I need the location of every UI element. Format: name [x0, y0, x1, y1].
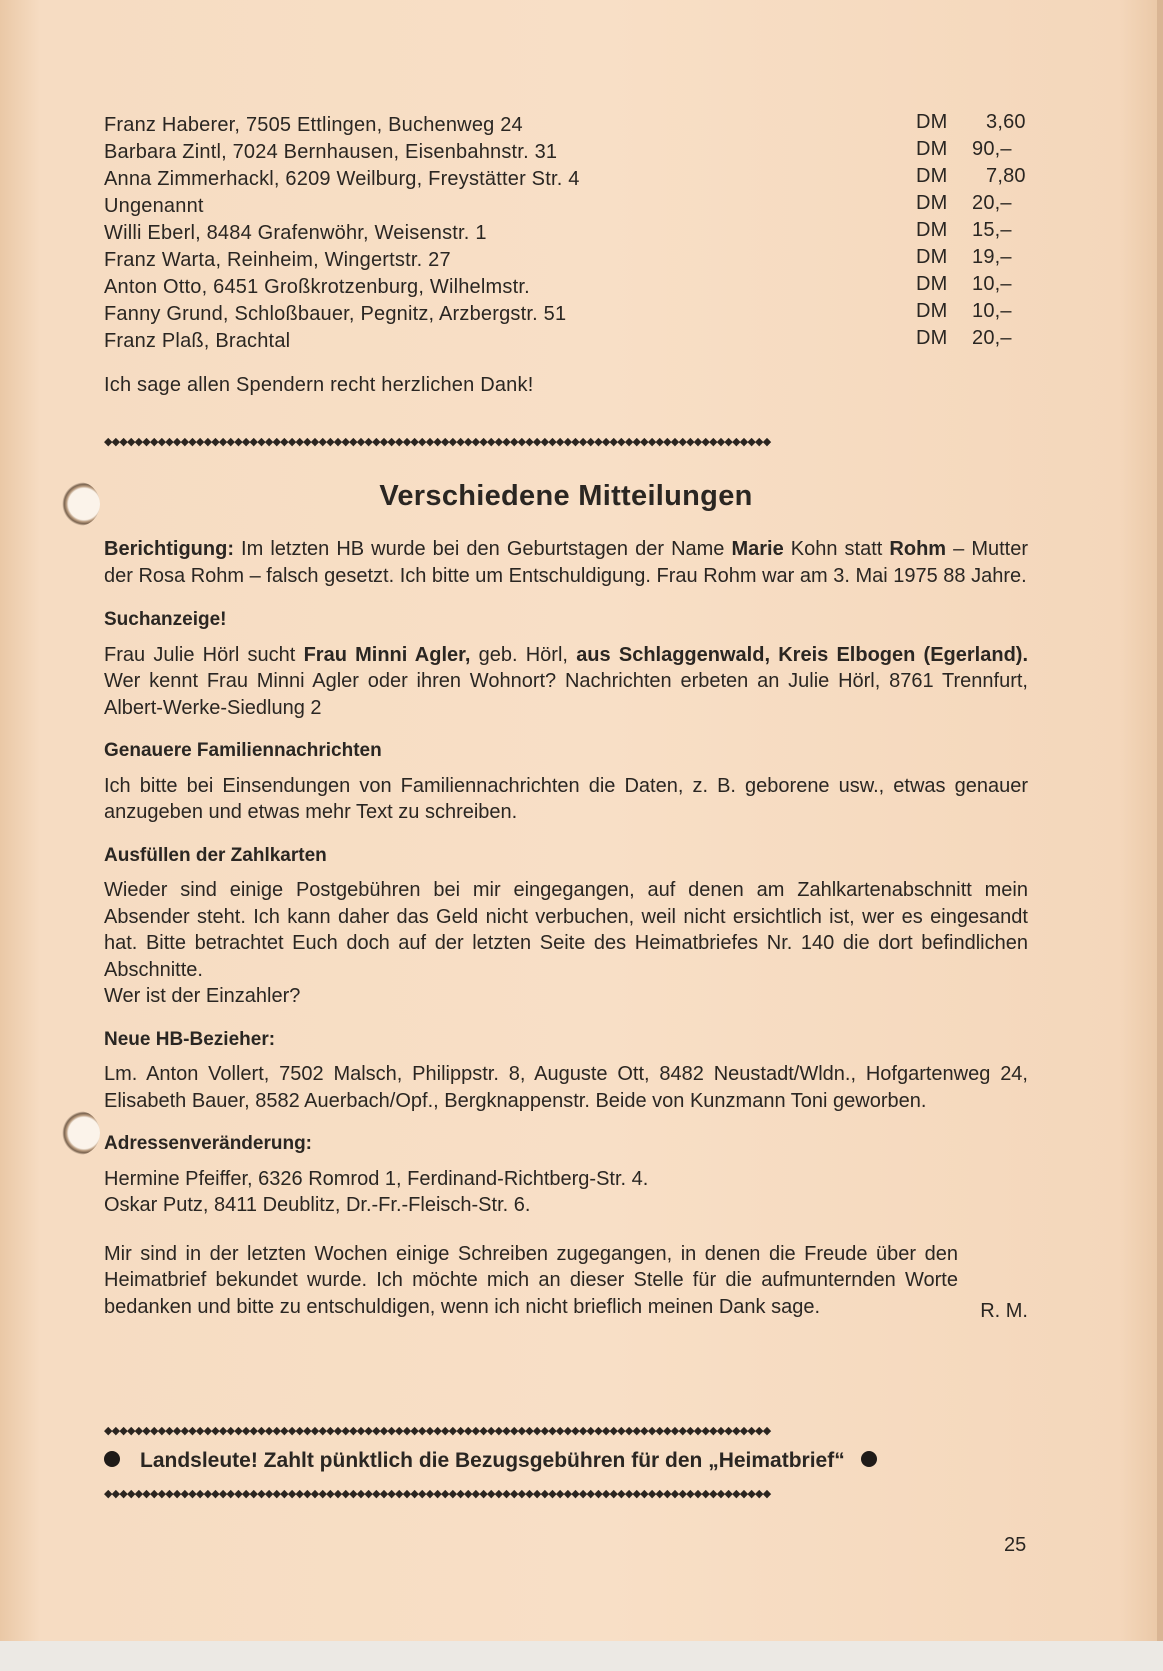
text-run: – Mutter der Rosa Rohm – falsch gesetzt. Ich bitte um Entschuldigung. Frau Rohm war am 3. Mai 1975 88 Jahre.	[104, 538, 1028, 587]
donor-name: Franz Haberer, 7505 Ettlingen, Buchenweg 24	[104, 114, 523, 136]
donor-name: Anton Otto, 6451 Großkrotzenburg, Wilhelmstr.	[104, 276, 530, 298]
thanks-line: Ich sage allen Spendern recht herzlichen Dank!	[104, 374, 534, 396]
donor-name: Barbara Zintl, 7024 Bernhausen, Eisenbahnstr. 31	[104, 141, 558, 163]
section-title: Verschiedene Mitteilungen	[379, 480, 753, 512]
donation-amount: 10,–	[972, 273, 1012, 295]
punch-hole-top	[58, 482, 100, 526]
notice-text: Wieder sind einige Postgebühren bei mir eingegangen, auf denen am Zahlkartenabschnitt mein Absender steht. Ich kann daher das Geld nicht verbuchen, weil nicht ersichtlich ist, wer es eingesandt hat. Bitte betrachtet Euch doch auf der letzten Seite des Heimatbriefes Nr. 140 die dort befindlichen Abschnitte.	[104, 879, 1028, 981]
donation-currency: DM	[916, 111, 948, 133]
donation-currency: DM	[916, 273, 948, 295]
donation-amount: 20,–	[972, 192, 1012, 214]
notice-text: Ich bitte bei Einsendungen von Familiennachrichten die Daten, z. B. geborene usw., etwas genauer anzugeben und etwas mehr Text zu schreiben.	[104, 774, 1028, 823]
donor-name: Willi Eberl, 8484 Grafenwöhr, Weisenstr. 1	[104, 222, 487, 244]
donation-amount: 3,60	[986, 111, 1026, 133]
donor-name: Franz Warta, Reinheim, Wingertstr. 27	[104, 249, 451, 271]
bullet-dot	[861, 1451, 877, 1467]
donation-row	[104, 328, 1028, 355]
donation-row	[104, 166, 1028, 193]
donation-currency: DM	[916, 165, 948, 187]
text-run: Kohn statt	[783, 538, 890, 560]
bold-run: aus Schlaggenwald, Kreis Elbogen (Egerland).	[576, 643, 1029, 666]
donation-row	[104, 193, 1028, 220]
closing-note	[104, 1241, 1028, 1321]
donation-row	[104, 139, 1028, 166]
appeal-text: Landsleute! Zahlt pünktlich die Bezugsgebühren für den „Heimatbrief“	[140, 1449, 845, 1472]
closing-text: Mir sind in der letzten Wochen einige Schreiben zugegangen, in denen die Freude über den Heimatbrief bekundet wurde. Ich möchte mich an dieser Stelle für die aufmunternden Worte bedanken und bitte zu entschuldigen, wenn ich nicht brieflich meinen Dank sage.	[104, 1242, 958, 1318]
notices-section	[104, 536, 1028, 1336]
notice-text	[104, 536, 1028, 589]
notice-berichtigung	[104, 536, 1028, 589]
notice-text: Lm. Anton Vollert, 7502 Malsch, Philippstr. 8, Auguste Ott, 8482 Neustadt/Wldn., Hofgartenweg 24, Elisabeth Bauer, 8582 Auerbach/Opf., Bergknappenstr. Beide von Kunzmann Toni geworben.	[104, 1063, 1028, 1112]
notice-heading: Genauere Familiennachrichten	[104, 740, 382, 761]
donation-section	[104, 112, 1028, 399]
notice-heading: Suchanzeige!	[104, 609, 227, 630]
donation-amount: 19,–	[972, 246, 1012, 268]
notice-label: Berichtigung:	[104, 538, 234, 560]
donor-name: Anna Zimmerhackl, 6209 Weilburg, Freystätter Str. 4	[104, 168, 580, 190]
donation-currency: DM	[916, 300, 948, 322]
donation-currency: DM	[916, 138, 948, 160]
donation-row	[104, 220, 1028, 247]
signature: R. M.	[980, 1299, 1028, 1322]
notice-neue-bezieher	[104, 1027, 1028, 1115]
text-run: Wer kennt Frau Minni Agler oder ihren Wohnort? Nachrichten erbeten an Julie Hörl, 8761 Trennfurt, Albert-Werke-Siedlung 2	[104, 670, 1028, 719]
donation-row	[104, 112, 1028, 139]
notice-heading: Ausfüllen der Zahlkarten	[104, 844, 327, 866]
donation-row	[104, 247, 1028, 274]
donation-row	[104, 301, 1028, 328]
donor-name: Fanny Grund, Schloßbauer, Pegnitz, Arzbergstr. 51	[104, 303, 567, 325]
donation-row	[104, 274, 1028, 301]
donation-amount: 10,–	[972, 300, 1012, 322]
donor-name: Ungenannt	[104, 195, 204, 217]
donation-currency: DM	[916, 192, 948, 214]
notice-question: Wer ist der Einzahler?	[104, 985, 301, 1007]
donation-currency: DM	[916, 327, 948, 349]
notice-familiennachrichten	[104, 738, 1028, 826]
scan-bottom-margin	[0, 1641, 1163, 1671]
address-line: Oskar Putz, 8411 Deublitz, Dr.-Fr.-Fleisch-Str. 6.	[104, 1194, 531, 1216]
bold-run: Marie	[731, 538, 784, 560]
donation-currency: DM	[916, 246, 948, 268]
donation-amount: 90,–	[972, 138, 1012, 160]
donation-list	[104, 112, 1028, 364]
bold-run: Rohm	[889, 538, 947, 560]
punch-hole-bottom	[58, 1111, 100, 1155]
page-edge-shadow	[1157, 0, 1163, 1645]
notice-adressen	[104, 1131, 1028, 1219]
address-line: Hermine Pfeiffer, 6326 Romrod 1, Ferdinand-Richtberg-Str. 4.	[104, 1167, 649, 1190]
text-run: Im letzten HB wurde bei den Geburtstagen der Name	[234, 538, 732, 560]
donation-amount: 15,–	[972, 219, 1012, 241]
bold-run: Frau Minni Agler,	[303, 643, 471, 666]
diamond-divider: ◆◆◆◆◆◆◆◆◆◆◆◆◆◆◆◆◆◆◆◆◆◆◆◆◆◆◆◆◆◆◆◆◆◆◆◆◆◆◆◆◆◆◆◆◆◆◆◆◆◆◆◆◆◆◆◆◆◆◆◆◆◆◆◆◆◆◆◆◆◆◆◆◆◆◆◆◆◆◆◆◆◆◆◆◆◆◆	[104, 1425, 771, 1437]
text-run: geb. Hörl,	[470, 643, 577, 666]
notice-heading: Adressenveränderung:	[104, 1133, 313, 1154]
notice-heading: Neue HB-Bezieher:	[104, 1028, 276, 1050]
text-run: Frau Julie Hörl sucht	[104, 643, 304, 666]
donation-currency: DM	[916, 219, 948, 241]
bullet-dot	[104, 1451, 120, 1467]
donor-name: Franz Plaß, Brachtal	[104, 330, 291, 352]
page-number: 25	[1004, 1534, 1027, 1556]
donation-amount: 7,80	[986, 165, 1026, 187]
notice-text	[104, 642, 1028, 722]
notice-zahlkarten	[104, 843, 1028, 1010]
payment-appeal	[104, 1449, 1028, 1473]
diamond-divider: ◆◆◆◆◆◆◆◆◆◆◆◆◆◆◆◆◆◆◆◆◆◆◆◆◆◆◆◆◆◆◆◆◆◆◆◆◆◆◆◆◆◆◆◆◆◆◆◆◆◆◆◆◆◆◆◆◆◆◆◆◆◆◆◆◆◆◆◆◆◆◆◆◆◆◆◆◆◆◆◆◆◆◆◆◆◆◆	[104, 1488, 771, 1500]
diamond-divider: ◆◆◆◆◆◆◆◆◆◆◆◆◆◆◆◆◆◆◆◆◆◆◆◆◆◆◆◆◆◆◆◆◆◆◆◆◆◆◆◆◆◆◆◆◆◆◆◆◆◆◆◆◆◆◆◆◆◆◆◆◆◆◆◆◆◆◆◆◆◆◆◆◆◆◆◆◆◆◆◆◆◆◆◆◆◆◆	[104, 436, 771, 448]
notice-suchanzeige	[104, 607, 1028, 721]
donation-amount: 20,–	[972, 327, 1012, 349]
